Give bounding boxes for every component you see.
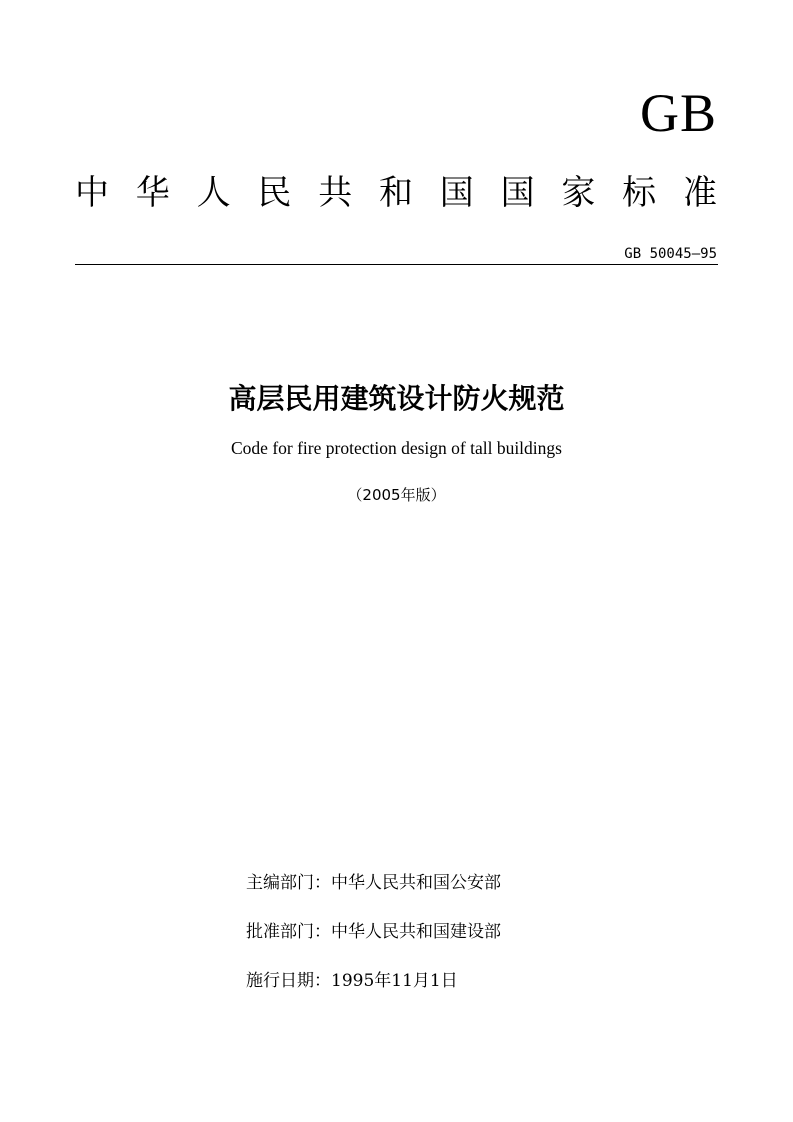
header-divider xyxy=(75,264,718,265)
title-char: 共 xyxy=(318,173,353,213)
approver-line: 批准部门：中华人民共和国建设部 xyxy=(246,922,501,942)
chief-editor-line: 主编部门：中华人民共和国公安部 xyxy=(246,873,501,893)
standard-number: GB 50045—95 xyxy=(624,246,717,262)
title-char: 中 xyxy=(75,173,109,213)
title-char: 民 xyxy=(257,173,292,213)
edition-label: （2005年版） xyxy=(347,486,446,504)
title-char: 国 xyxy=(500,173,535,213)
title-char: 国 xyxy=(439,173,474,213)
title-char: 华 xyxy=(135,173,170,213)
gb-mark: GB xyxy=(639,83,717,143)
title-char: 家 xyxy=(561,173,596,213)
title-char: 标 xyxy=(622,173,657,213)
title-char: 准 xyxy=(682,173,717,213)
effective-date-line: 施行日期：1995年11月1日 xyxy=(246,971,458,991)
title-char: 人 xyxy=(196,173,231,213)
document-subtitle: Code for fire protection design of tall buildings xyxy=(231,438,562,458)
document-title: 高层民用建筑设计防火规范 xyxy=(228,382,565,415)
title-char: 和 xyxy=(378,173,413,213)
national-standard-title xyxy=(74,173,718,213)
